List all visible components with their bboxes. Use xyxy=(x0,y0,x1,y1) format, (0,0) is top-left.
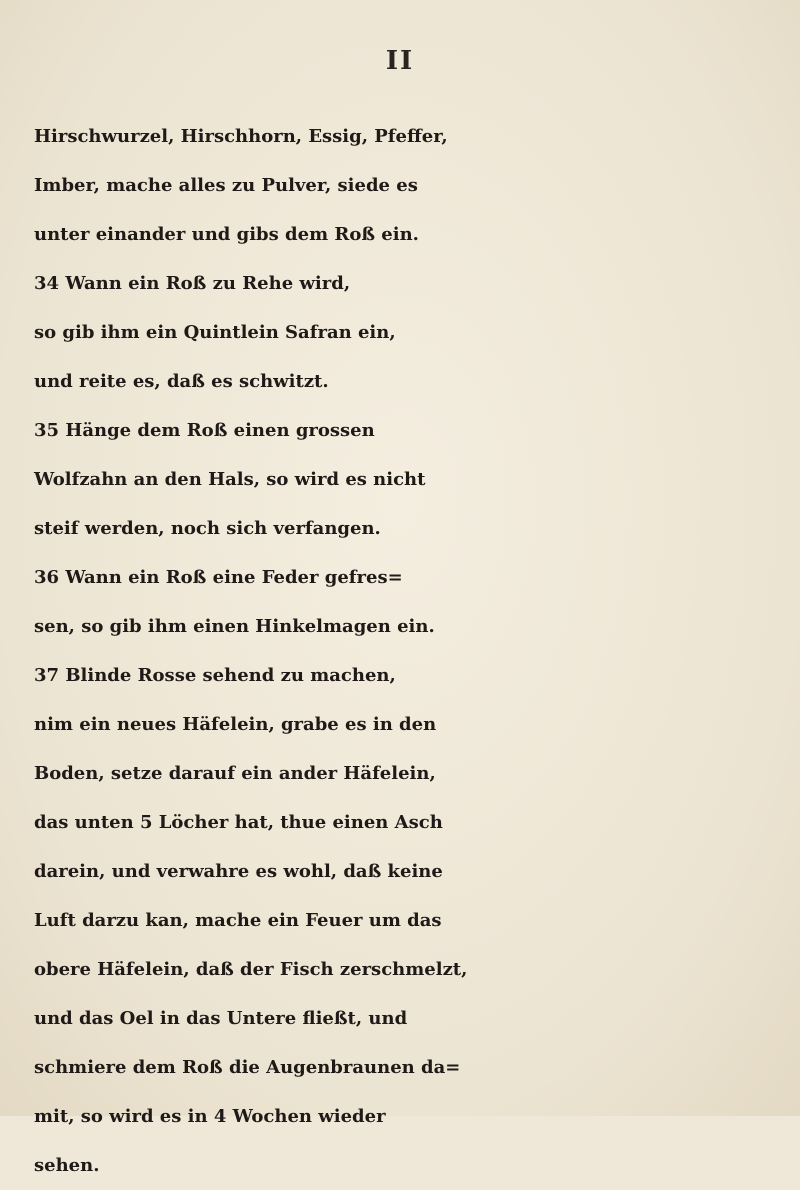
text-line-13: nim ein neues Häfelein, grabe es in den xyxy=(34,714,437,735)
text-line-21: mit, so wird es in 4 Wochen wieder xyxy=(34,1106,386,1127)
text-line-17: Luft darzu kan, mache ein Feuer um das xyxy=(34,910,442,931)
text-line-9: steif werden, noch sich verfangen. xyxy=(34,518,381,539)
text-line-8: Wolfzahn an den Hals, so wird es nicht xyxy=(34,469,426,490)
text-line-16: darein, und verwahre es wohl, daß keine xyxy=(34,861,443,882)
text-line-18: obere Häfelein, daß der Fisch zerschmelzt, xyxy=(34,959,468,980)
text-line-1: Hirschwurzel, Hirschhorn, Essig, Pfeffer, xyxy=(34,126,448,147)
text-line-20: schmiere dem Roß die Augenbraunen da= xyxy=(34,1057,461,1078)
text-line-11: sen, so gib ihm einen Hinkelmagen ein. xyxy=(34,616,435,637)
text-line-10: 36 Wann ein Roß eine Feder gefres= xyxy=(34,567,403,588)
text-line-14: Boden, setze darauf ein ander Häfelein, xyxy=(34,763,436,784)
text-line-22: sehen. xyxy=(34,1155,100,1176)
text-line-5: so gib ihm ein Quintlein Safran ein, xyxy=(34,322,396,343)
text-line-15: das unten 5 Löcher hat, thue einen Asch xyxy=(34,812,443,833)
text-line-6: und reite es, daß es schwitzt. xyxy=(34,371,329,392)
page-number: II xyxy=(385,46,415,76)
text-line-12: 37 Blinde Rosse sehend zu machen, xyxy=(34,665,396,686)
page-body-text xyxy=(34,112,784,1190)
text-line-4: 34 Wann ein Roß zu Rehe wird, xyxy=(34,273,351,294)
text-line-7: 35 Hänge dem Roß einen grossen xyxy=(34,420,375,441)
text-line-2: Imber, mache alles zu Pulver, siede es xyxy=(34,175,418,196)
text-line-3: unter einander und gibs dem Roß ein. xyxy=(34,224,419,245)
text-line-19: und das Oel in das Untere fließt, und xyxy=(34,1008,408,1029)
